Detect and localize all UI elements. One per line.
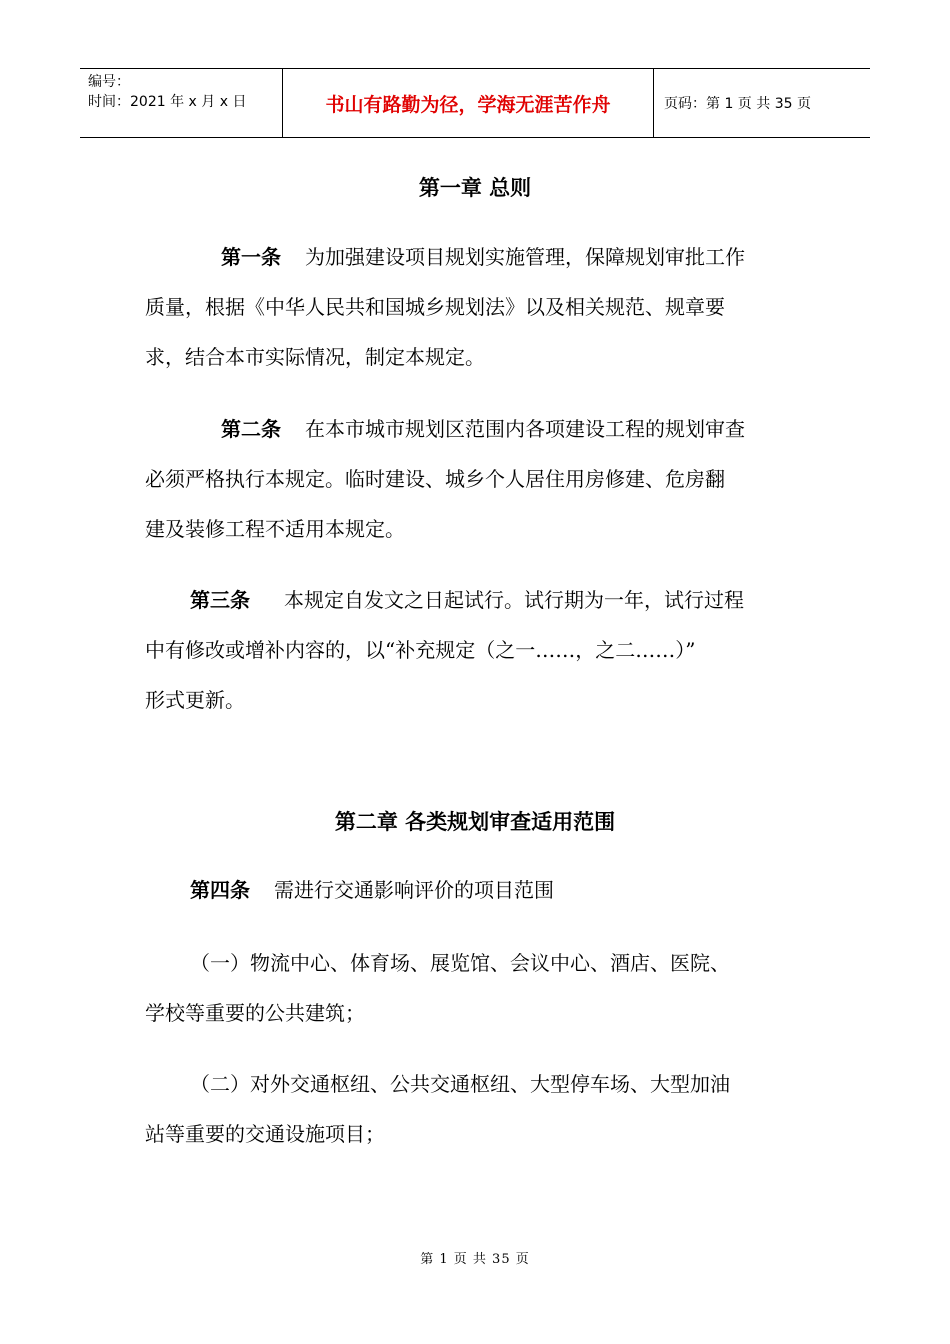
chapter-1-title: 第一章 总则 — [418, 176, 532, 200]
article-3-text-2: 中有修改或增补内容的，以“补充规定（之一……，之二……）” — [145, 638, 696, 662]
list-item-1 — [145, 938, 807, 1038]
list-item-1-text-2: 学校等重要的公共建筑； — [145, 1001, 365, 1025]
article-4-line — [145, 865, 807, 915]
article-3-text-1: 本规定自发文之日起试行。试行期为一年，试行过程 — [284, 588, 744, 612]
article-3-label: 第三条 — [190, 588, 250, 612]
header-page-info: 页码：第 1 页 共 35 页 — [664, 96, 811, 112]
article-3 — [145, 575, 807, 725]
header-motto: 书山有路勤为径，学海无涯苦作舟 — [282, 69, 654, 137]
article-1-text-1: 为加强建设项目规划实施管理，保障规划审批工作 — [305, 245, 745, 269]
page-footer: 第 1 页 共 35 页 — [420, 1252, 530, 1267]
article-3-first-line — [145, 575, 807, 625]
list-item-2-text-1: （二）对外交通枢纽、公共交通枢纽、大型停车场、大型加油 — [190, 1072, 730, 1096]
article-1-text-2: 质量，根据《中华人民共和国城乡规划法》以及相关规范、规章要 — [145, 295, 725, 319]
article-2-text-1: 在本市城市规划区范围内各项建设工程的规划审查 — [305, 417, 745, 441]
article-2-text-2: 必须严格执行本规定。临时建设、城乡个人居住用房修建、危房翻 — [145, 467, 725, 491]
article-2 — [145, 404, 807, 554]
document-header — [80, 68, 870, 138]
article-1 — [145, 232, 807, 382]
document-date: 时间：2021 年 x 月 x 日 — [88, 94, 247, 110]
article-4 — [145, 865, 807, 915]
article-2-label: 第二条 — [221, 417, 281, 441]
chapter-2-title: 第二章 各类规划审查适用范围 — [334, 810, 616, 834]
article-1-label: 第一条 — [221, 245, 281, 269]
document-number-label: 编号： — [88, 74, 130, 90]
list-item-2 — [145, 1059, 807, 1159]
header-meta — [80, 69, 282, 137]
article-1-first-line — [145, 232, 807, 282]
list-item-1-text-1: （一）物流中心、体育场、展览馆、会议中心、酒店、医院、 — [190, 951, 730, 975]
article-4-text: 需进行交通影响评价的项目范围 — [274, 878, 554, 902]
article-1-text-3: 求，结合本市实际情况，制定本规定。 — [145, 345, 485, 369]
list-item-2-text-2: 站等重要的交通设施项目； — [145, 1122, 385, 1146]
article-3-text-3: 形式更新。 — [145, 688, 245, 712]
article-2-first-line — [145, 404, 807, 454]
article-2-text-3: 建及装修工程不适用本规定。 — [145, 517, 405, 541]
article-4-label: 第四条 — [190, 878, 250, 902]
